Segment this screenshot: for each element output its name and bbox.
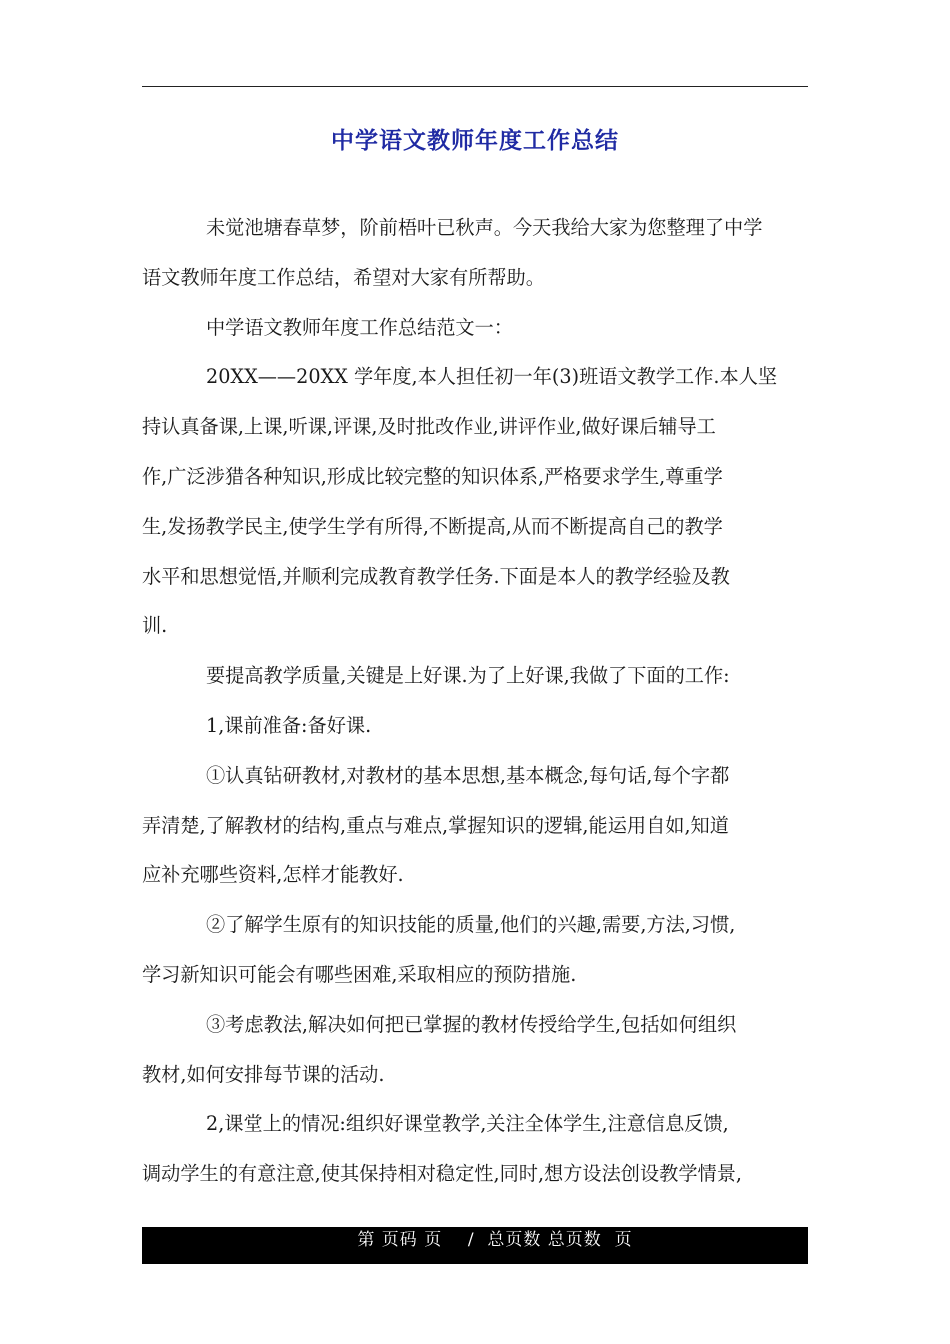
body-line-8: 水平和思想觉悟,并顺利完成教育教学任务.下面是本人的教学经验及教 [142, 564, 730, 588]
body-line-13: 弄清楚,了解教材的结构,重点与难点,掌握知识的逻辑,能运用自如,知道 [142, 813, 729, 837]
body-line-10: 要提高教学质量,关键是上好课.为了上好课,我做了下面的工作: [206, 664, 730, 688]
body-line-17: ③考虑教法,解决如何把已掌握的教材传授给学生,包括如何组织 [206, 1012, 737, 1036]
body-line-19: 2,课堂上的情况:组织好课堂教学,关注全体学生,注意信息反馈, [206, 1112, 729, 1136]
body-line-18: 教材,如何安排每节课的活动. [142, 1062, 385, 1086]
body-line-11: 1,课前准备:备好课. [206, 713, 372, 737]
body-line-4: 20XX——20XX 学年度,本人担任初一年(3)班语文教学工作.本人坚 [206, 365, 778, 389]
body-line-5: 持认真备课,上课,听课,评课,及时批改作业,讲评作业,做好课后辅导工 [142, 415, 716, 439]
top-rule [142, 86, 808, 87]
body-line-12: ①认真钻研教材,对教材的基本思想,基本概念,每句话,每个字都 [206, 763, 730, 787]
body-line-2: 语文教师年度工作总结，希望对大家有所帮助。 [142, 265, 545, 289]
page-footer [142, 1227, 808, 1264]
body-line-1: 未觉池塘春草梦，阶前梧叶已秋声。今天我给大家为您整理了中学 [206, 216, 763, 239]
body-line-20: 调动学生的有意注意,使其保持相对稳定性,同时,想方设法创设教学情景, [142, 1162, 743, 1186]
body-line-9: 训. [142, 614, 168, 638]
document-title: 中学语文教师年度工作总结 [331, 128, 619, 154]
document-body [142, 203, 812, 1199]
body-line-14: 应补充哪些资料,怎样才能教好. [142, 863, 404, 887]
body-line-7: 生,发扬教学民主,使学生学有所得,不断提高,从而不断提高自己的教学 [142, 514, 723, 538]
page-number-text: 第 页码 页 / 总页数 总页数 页 [357, 1230, 633, 1250]
body-line-15: ②了解学生原有的知识技能的质量,他们的兴趣,需要,方法,习惯, [206, 913, 736, 937]
body-line-6: 作,广泛涉猎各种知识,形成比较完整的知识体系,严格要求学生,尊重学 [142, 464, 723, 488]
body-line-3: 中学语文教师年度工作总结范文一： [206, 315, 513, 339]
body-line-16: 学习新知识可能会有哪些困难,采取相应的预防措施. [142, 962, 577, 986]
